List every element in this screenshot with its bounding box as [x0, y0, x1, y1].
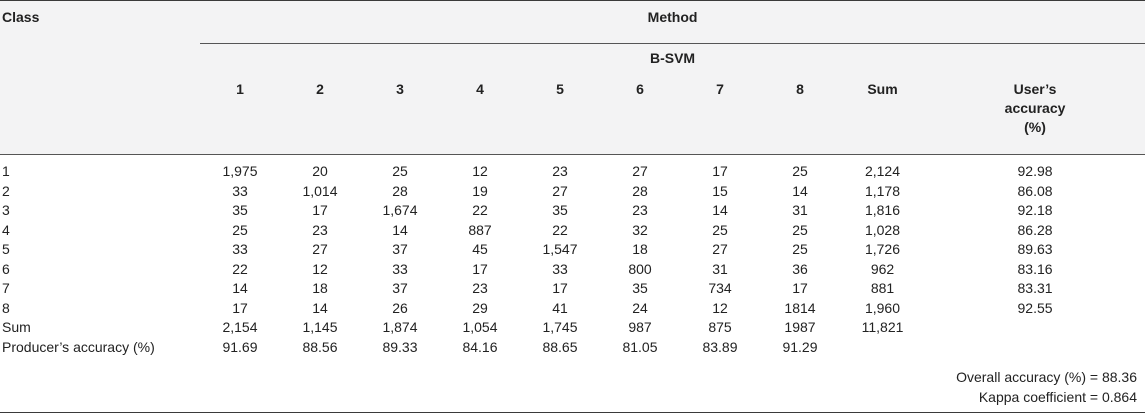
table-cell: 1987: [784, 319, 816, 335]
table-cell: 18: [632, 241, 648, 257]
table-cell: 1,975: [222, 163, 258, 179]
table-cell: 1,178: [864, 182, 901, 199]
table-cell: 83.31: [1017, 280, 1053, 296]
row-label: 5: [2, 241, 10, 257]
column-header-user-accuracy: [925, 72, 1145, 155]
table-cell: 17: [472, 260, 488, 277]
header-body-divider: [0, 155, 1145, 163]
table-cell: 1,726: [864, 241, 901, 257]
table-row: [0, 240, 1145, 260]
table-row: [0, 318, 1145, 338]
table-cell: 22: [552, 221, 568, 238]
table-cell: 31: [792, 202, 808, 218]
column-header: 6: [636, 81, 644, 97]
table-cell: 23: [472, 280, 488, 296]
table-row: [0, 221, 1145, 241]
table-cell: 33: [392, 260, 408, 277]
table-cell: 15: [712, 182, 728, 199]
table-cell: 22: [232, 260, 248, 277]
user-accuracy-line-3: (%): [1024, 119, 1046, 135]
table-cell: 86.28: [1017, 221, 1053, 238]
table-cell: 35: [232, 202, 248, 218]
table-cell: 91.29: [782, 338, 818, 355]
column-header: 5: [556, 81, 564, 97]
table-cell: 11,821: [861, 319, 904, 335]
table-cell: 14: [712, 202, 728, 218]
table-cell: [925, 338, 1145, 358]
table-row: [0, 260, 1145, 280]
bottom-rule: [0, 412, 1145, 413]
table-cell: 33: [232, 182, 248, 199]
row-label: 2: [2, 182, 10, 199]
table-cell: 1,745: [542, 319, 578, 335]
table-cell: 37: [392, 280, 408, 296]
table-cell: 19: [472, 182, 488, 199]
table-cell: 33: [552, 260, 568, 277]
table-cell: 1814: [784, 299, 816, 316]
table-row: [0, 338, 1145, 358]
table-cell: 81.05: [622, 338, 658, 355]
table-cell: 14: [232, 280, 248, 296]
table-cell: 14: [392, 221, 408, 238]
table-cell: 12: [312, 260, 328, 277]
row-label: 3: [2, 202, 10, 218]
table-cell: 37: [392, 241, 408, 257]
table-cell: 20: [312, 163, 328, 179]
table-cell: 887: [468, 221, 492, 238]
header-row-method: [0, 1, 1145, 44]
table-cell: 33: [232, 241, 248, 257]
row-label: 6: [2, 260, 10, 277]
table-cell: 92.98: [1017, 163, 1053, 179]
table-cell: 25: [792, 241, 808, 257]
table-cell: 1,028: [864, 221, 901, 238]
overall-accuracy-note: Overall accuracy (%) = 88.36: [956, 369, 1137, 385]
table-cell: 1,874: [382, 319, 418, 335]
row-label: 7: [2, 280, 10, 296]
column-header: 2: [316, 81, 324, 97]
table-cell: 25: [232, 221, 248, 238]
table-cell: 92.55: [1017, 299, 1053, 316]
table-cell: 2,124: [864, 163, 901, 179]
table-cell: 1,674: [382, 202, 418, 218]
table-cell: 17: [312, 202, 328, 218]
table-cell: 35: [632, 280, 648, 296]
table-cell: 17: [792, 280, 808, 296]
table-cell: 83.16: [1017, 260, 1053, 277]
row-label: 8: [2, 299, 10, 316]
table-cell: 25: [392, 163, 408, 179]
table-cell: 23: [552, 163, 568, 179]
header-row-columns: [0, 72, 1145, 155]
bsvm-header: B-SVM: [649, 50, 696, 66]
table-cell: 29: [472, 299, 488, 316]
table-cell: 27: [552, 182, 568, 199]
table-cell: 12: [712, 299, 728, 316]
row-label: 4: [2, 221, 10, 238]
column-header: 3: [396, 81, 404, 97]
user-accuracy-line-2: accuracy: [1004, 100, 1066, 116]
table-cell: 23: [312, 221, 328, 238]
table-cell: 88.65: [542, 338, 578, 355]
table-cell: 881: [870, 280, 895, 296]
table-cell: 17: [552, 280, 568, 296]
class-header: Class: [2, 9, 40, 25]
user-accuracy-line-1: User’s: [1013, 81, 1057, 97]
method-header: Method: [200, 1, 1145, 44]
row-label: Sum: [2, 319, 31, 335]
table-cell: 12: [472, 163, 488, 179]
column-header: 1: [236, 81, 244, 97]
table-cell: 22: [472, 202, 488, 218]
table-cell: 83.89: [702, 338, 738, 355]
table-cell: 32: [632, 221, 648, 238]
table-cell: 1,054: [462, 319, 498, 335]
table-cell: 92.18: [1017, 202, 1053, 218]
column-header-sum: Sum: [867, 81, 898, 97]
table-cell: 45: [472, 241, 488, 257]
table-cell: 41: [552, 299, 568, 316]
table-body: [0, 155, 1145, 358]
table-cell: 14: [312, 299, 328, 316]
column-header: 4: [476, 81, 484, 97]
table-row: [0, 162, 1145, 182]
table-cell: 27: [632, 163, 648, 179]
table-cell: 84.16: [462, 338, 498, 355]
table-cell: 17: [232, 299, 248, 316]
column-header: 8: [796, 81, 804, 97]
table-cell: 1,014: [302, 182, 338, 199]
table-cell: 27: [312, 241, 328, 257]
table-cell: 28: [392, 182, 408, 199]
table-row: [0, 299, 1145, 319]
empty-header-cell: [0, 72, 200, 155]
table-cell: 875: [708, 319, 732, 335]
table-cell: 25: [712, 221, 728, 238]
table-cell: 36: [792, 260, 808, 277]
table-cell: 987: [628, 319, 652, 335]
table-cell: 31: [712, 260, 728, 277]
table-cell: 28: [632, 182, 648, 199]
table-cell: 1,145: [302, 319, 338, 335]
table-cell: [840, 338, 925, 358]
table-cell: 1,960: [864, 299, 901, 316]
table-cell: 89.33: [382, 338, 418, 355]
row-label: Producer’s accuracy (%): [2, 338, 155, 355]
row-label: 1: [2, 163, 10, 179]
table-cell: 89.63: [1017, 241, 1053, 257]
table-cell: 1,816: [864, 202, 901, 218]
table-cell: 24: [632, 299, 648, 316]
table-cell: 27: [712, 241, 728, 257]
table-cell: 1,547: [542, 241, 578, 257]
table-row: [0, 279, 1145, 299]
table-row: [0, 201, 1145, 221]
table-cell: 734: [708, 280, 732, 296]
table-cell: 17: [712, 163, 728, 179]
table-row: [0, 182, 1145, 202]
table-cell: 18: [312, 280, 328, 296]
table-cell: 800: [628, 260, 652, 277]
column-header: 7: [716, 81, 724, 97]
table-cell: 88.56: [302, 338, 338, 355]
kappa-coefficient-note: Kappa coefficient = 0.864: [978, 389, 1137, 405]
table-cell: 25: [792, 221, 808, 238]
table-cell: 23: [632, 202, 648, 218]
table-cell: 35: [552, 202, 568, 218]
table-cell: 86.08: [1017, 182, 1053, 199]
empty-header-cell: [0, 44, 200, 73]
table-cell: 2,154: [222, 319, 258, 335]
table-cell: 91.69: [222, 338, 258, 355]
table-cell: 962: [870, 260, 895, 277]
table-cell: 25: [792, 163, 808, 179]
table-cell: 14: [792, 182, 808, 199]
header-row-bsvm: [0, 44, 1145, 73]
table-cell: 26: [392, 299, 408, 316]
table-cell: [925, 318, 1145, 338]
